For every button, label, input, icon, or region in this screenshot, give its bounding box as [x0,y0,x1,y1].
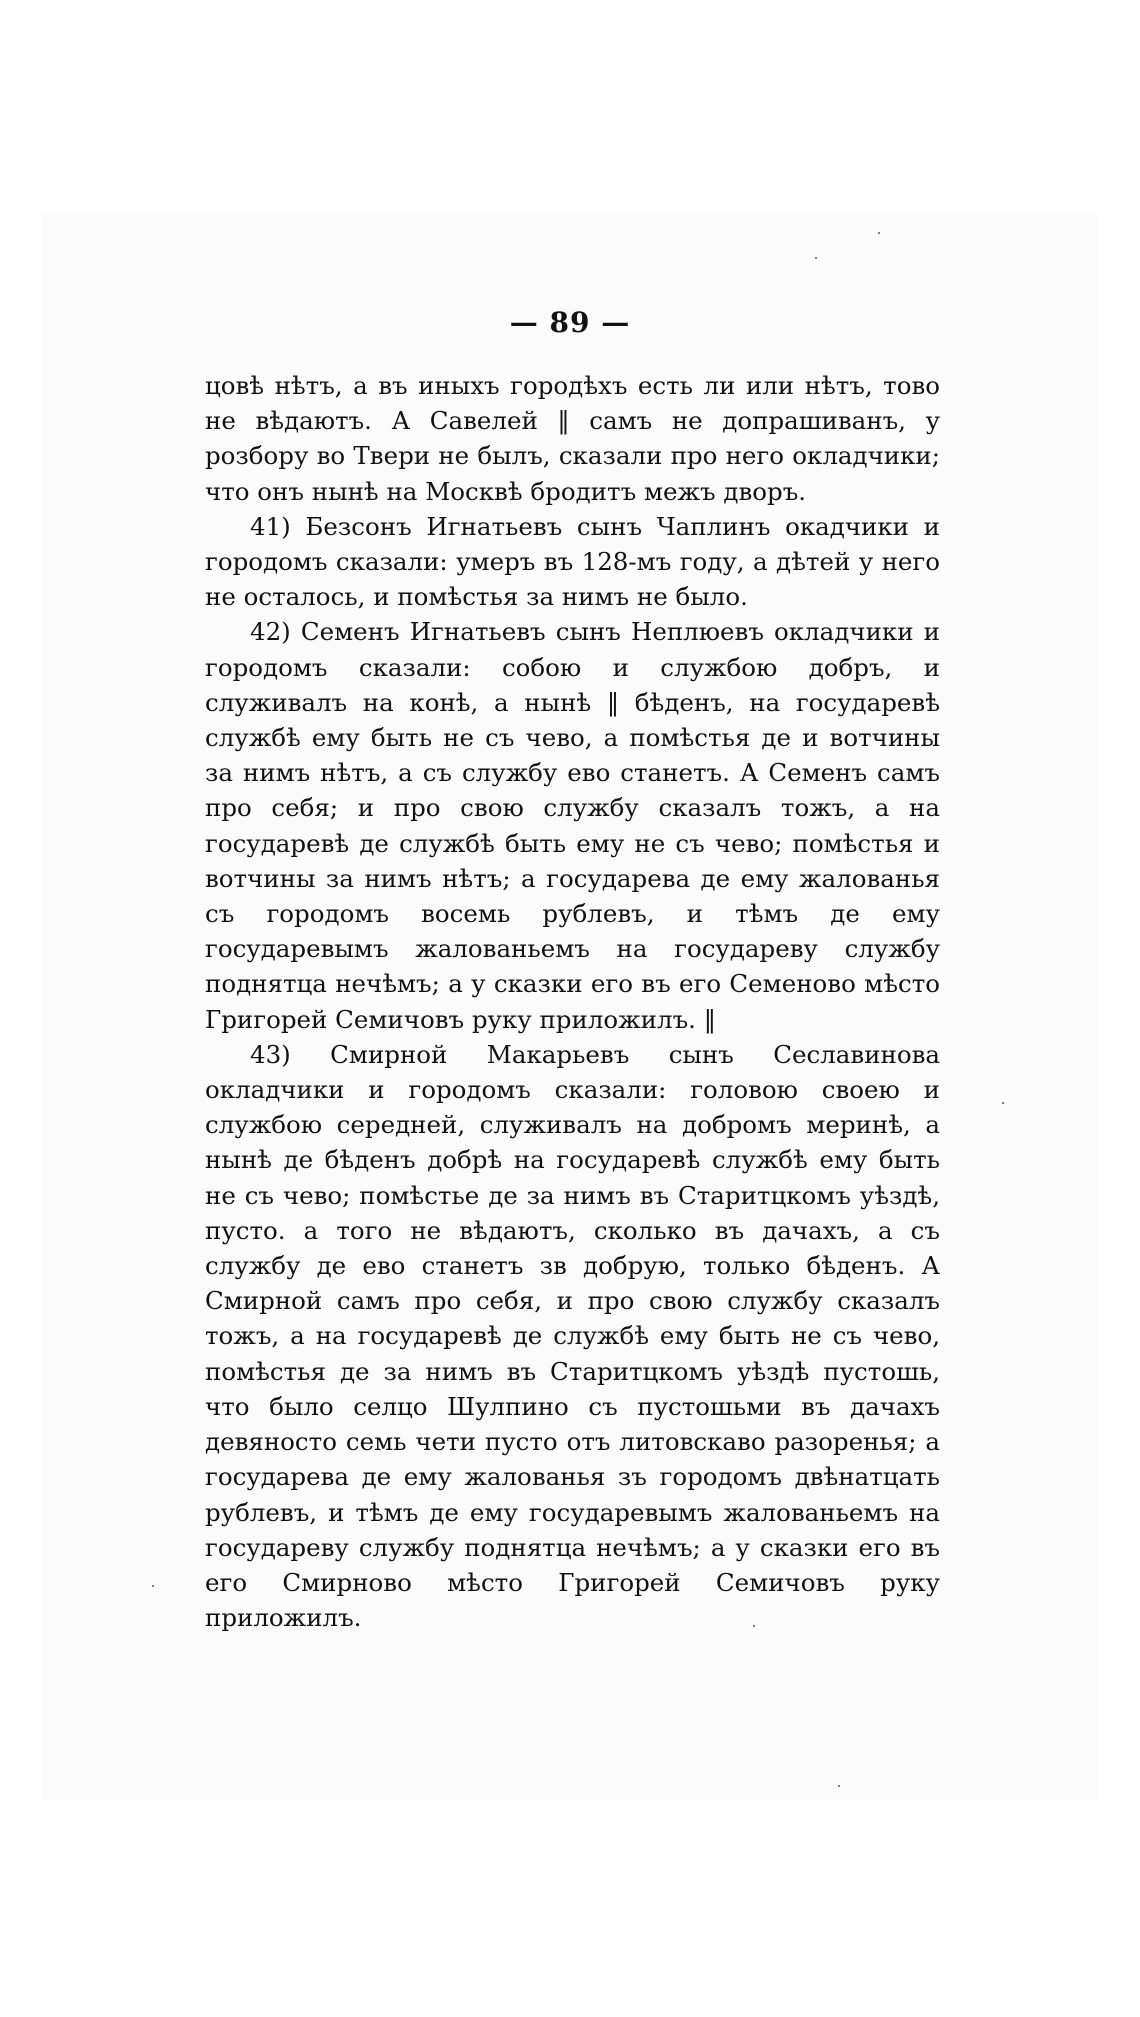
page-number: — 89 — [509,306,631,339]
scan-speck [838,1785,840,1787]
scan-speck [1002,1102,1004,1104]
paragraph-entry-42: 42) Семенъ Игнатьевъ сынъ Неплюевъ окладчики и городомъ сказали: собою и службою добръ, и служивалъ на конѣ, а нынѣ ‖ бѣденъ, на государевѣ службѣ ему быть не съ чево, а помѣстья де и вотчины за нимъ нѣтъ, а съ службу ево станетъ. А Семенъ самъ про себя; и про свою службу сказалъ тожъ, а на государевѣ де службѣ быть ему не съ чево; помѣстья и вотчины за нимъ нѣтъ; а государева де ему жалованья съ городомъ восемь рублевъ, и тѣмъ де ему государевымъ жалованьемъ на государеву службу поднятца нечѣмъ; а у сказки его въ его Семеново мѣсто Григорей Семичовъ руку приложилъ. ‖ [205,617,940,1034]
paragraph-entry-41: 41) Безсонъ Игнатьевъ сынъ Чаплинъ окадчики и городомъ сказали: умеръ въ 128-мъ году, а дѣтей у него не осталось, и помѣстья за нимъ не было. [205,511,940,612]
scan-speck [878,232,880,234]
document-body [205,368,940,1635]
paragraph-entry-43: 43) Смирной Макарьевъ сынъ Сеславинова окладчики и городомъ сказали: головою своею и службою середней, служивалъ на добромъ меринѣ, а нынѣ де бѣденъ добрѣ на государевѣ службѣ ему быть не съ чево; помѣстье де за нимъ въ Старитцкомъ уѣздѣ, пусто. а того не вѣдаютъ, сколько въ дачахъ, а съ службу де ево станетъ зв добрую, только бѣденъ. А Смирной самъ про себя, и про свою службу сказалъ тожъ, а на государевѣ де службѣ ему быть не съ чево, помѣстья де за нимъ въ Старитцкомъ уѣздѣ пустошь, что было селцо Шулпино съ пустошьми въ дачахъ девяносто семь чети пусто отъ литовскаво разоренья; а государева де ему жалованья зъ городомъ двѣнатцать рублевъ, и тѣмъ де ему государевымъ жалованьемъ на государеву службу поднятца нечѣмъ; а у сказки его въ его Смирново мѣсто Григорей Семичовъ руку приложилъ. [205,1039,940,1633]
scan-speck [815,257,817,259]
paragraph-continuation: цовѣ нѣтъ, а въ иныхъ городѣхъ есть ли или нѣтъ, тово не вѣдаютъ. А Савелей ‖ самъ не допрашиванъ, у розбору во Твери не былъ, сказали про него окладчики; что онъ нынѣ на Москвѣ бродитъ межъ дворъ. [205,371,940,506]
scan-speck [152,1585,154,1587]
scan-speck [753,1625,755,1627]
